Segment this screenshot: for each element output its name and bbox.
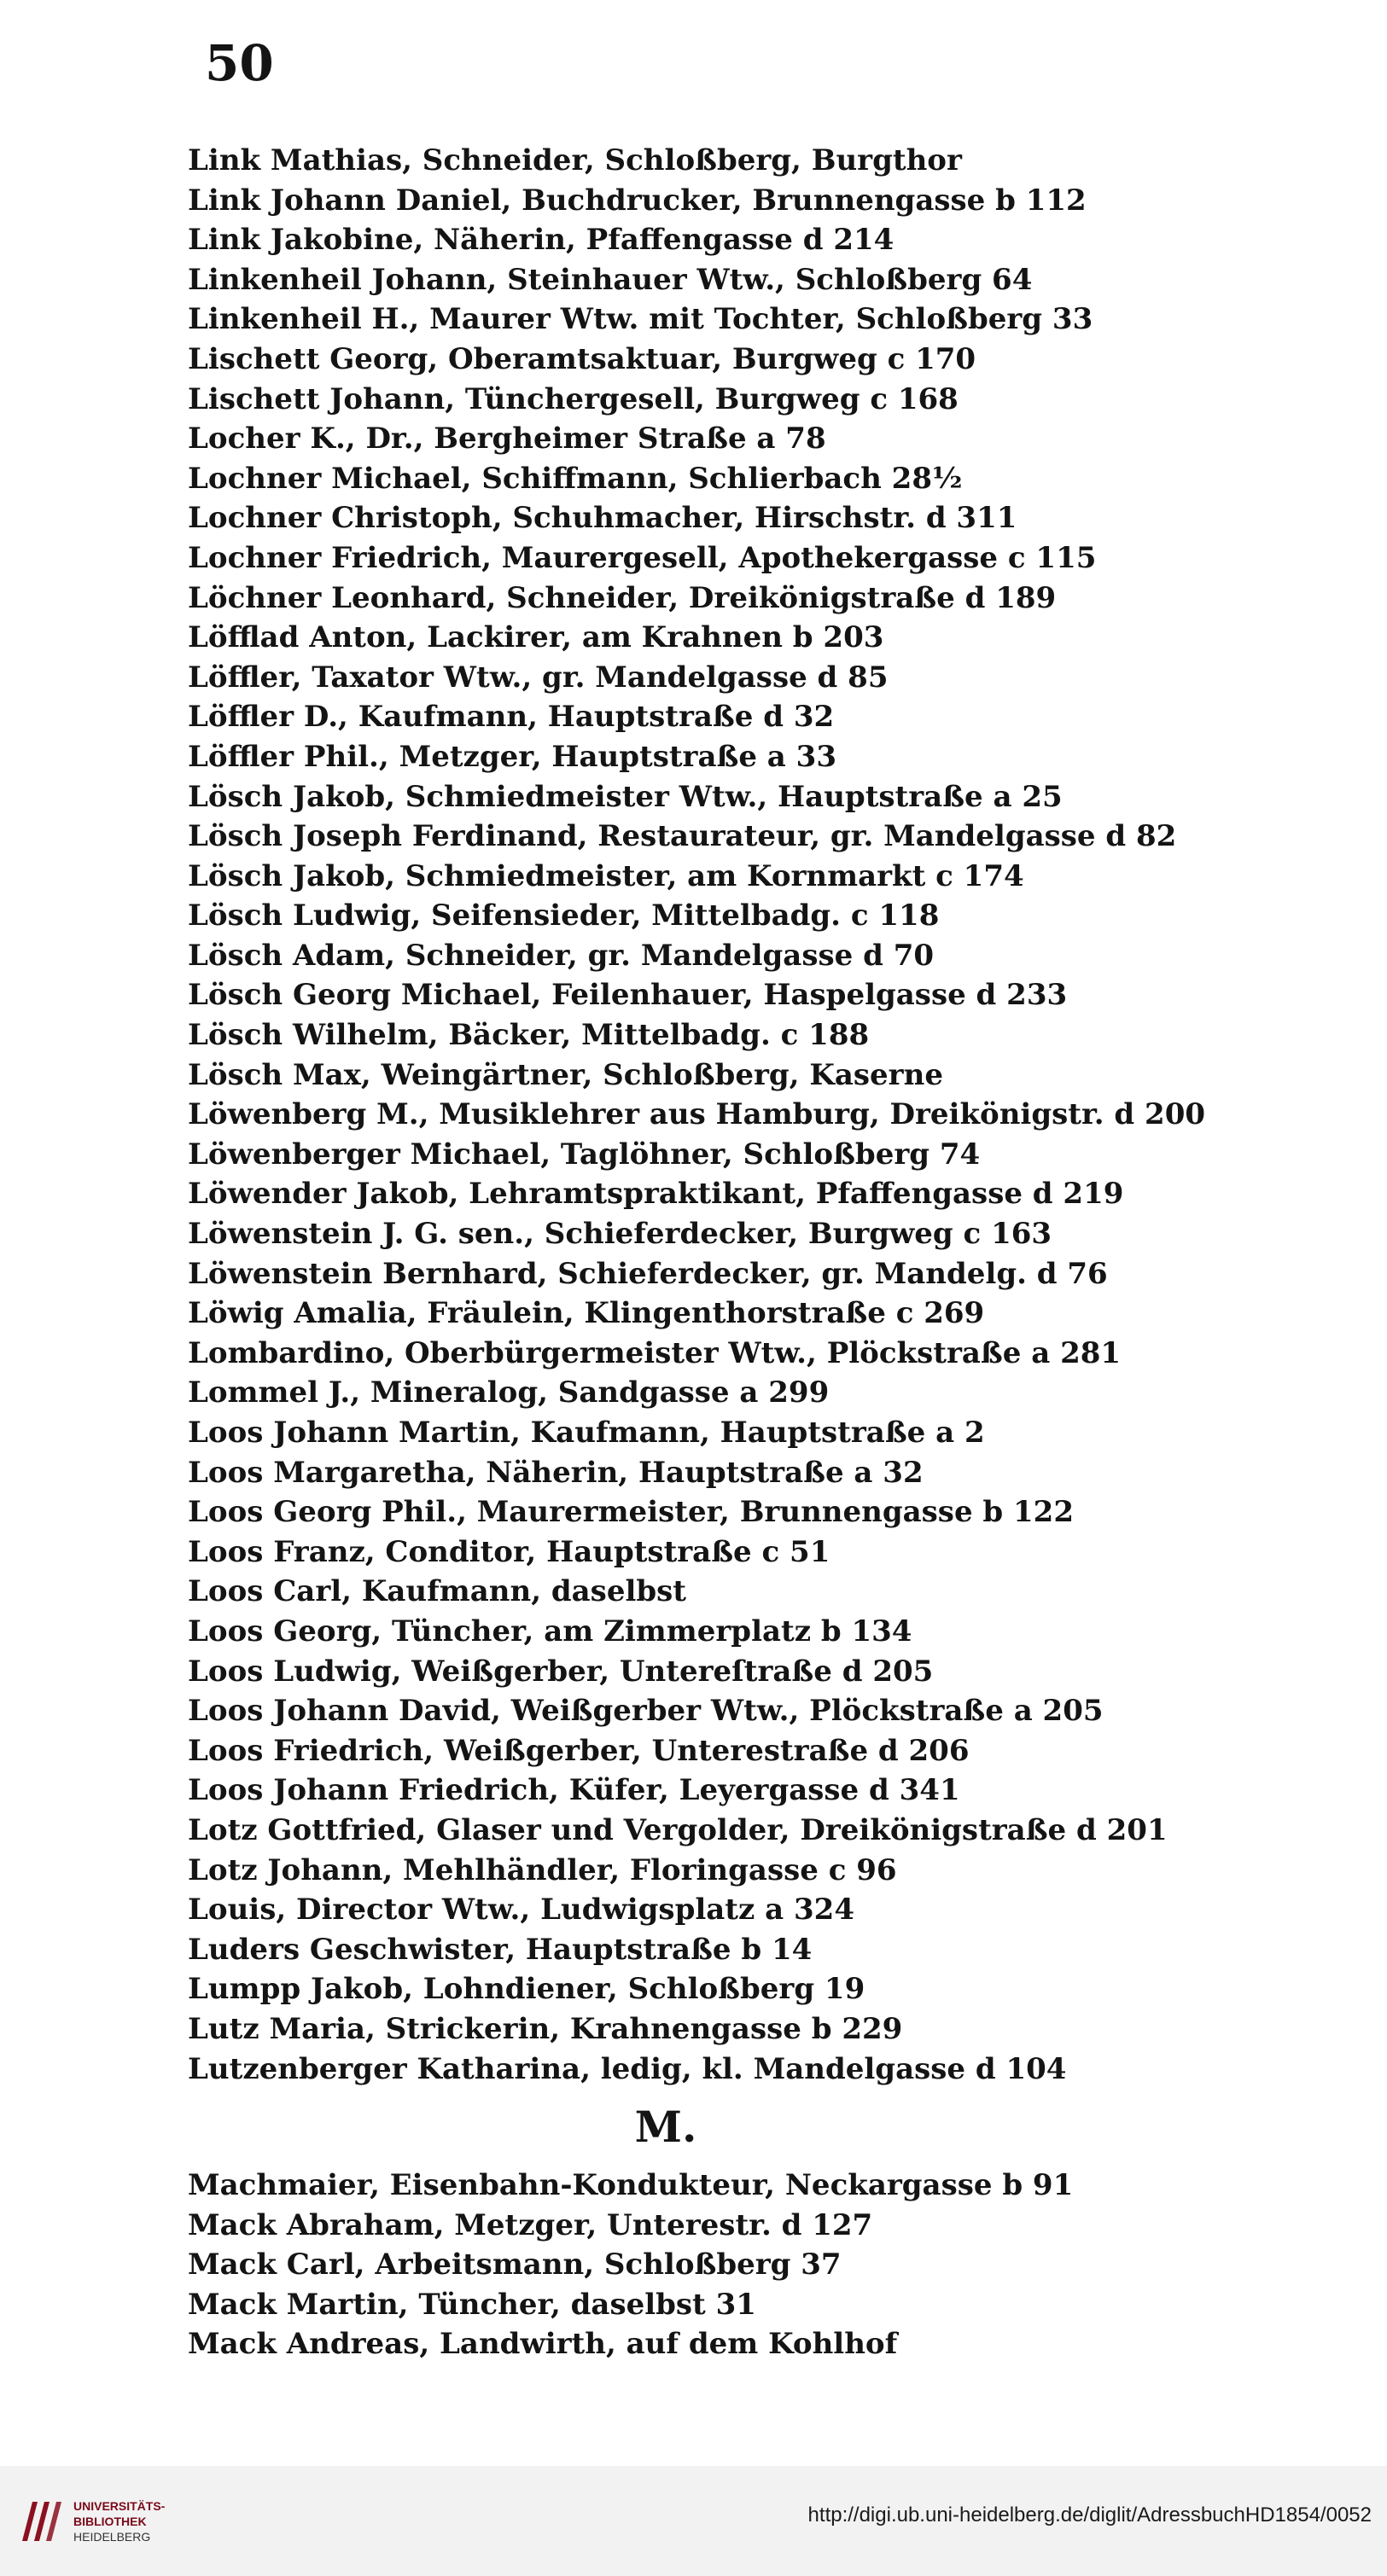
list-item: Link Johann Daniel, Buchdrucker, Brunnengasse b 112 xyxy=(188,183,1087,218)
list-item: Lommel J., Mineralog, Sandgasse a 299 xyxy=(188,1375,830,1410)
list-item: Löffler Phil., Metzger, Hauptstraße a 33 xyxy=(188,739,836,774)
list-item: Lösch Georg Michael, Feilenhauer, Haspelgasse d 233 xyxy=(188,978,1068,1013)
list-item: Louis, Director Wtw., Ludwigsplatz a 324 xyxy=(188,1893,854,1928)
list-item: Löwig Amalia, Fräulein, Klingenthorstraße c 269 xyxy=(188,1296,985,1331)
list-item: Link Jakobine, Näherin, Pfaffengasse d 214 xyxy=(188,223,895,258)
list-item: Lochner Christoph, Schuhmacher, Hirschstr. d 311 xyxy=(188,501,1017,536)
list-item: Lischett Johann, Tünchergesell, Burgweg c 168 xyxy=(188,381,959,416)
source-url[interactable]: http://digi.ub.uni-heidelberg.de/diglit/AdressbuchHD1854/0052 xyxy=(807,2503,1372,2527)
logo-line: BIBLIOTHEK xyxy=(73,2515,147,2528)
list-item: Loos Georg Phil., Maurermeister, Brunnengasse b 122 xyxy=(188,1495,1074,1530)
list-item: Locher K., Dr., Bergheimer Straße a 78 xyxy=(188,422,826,456)
list-item: Loos Ludwig, Weißgerber, Untereſtraße d 205 xyxy=(188,1654,934,1689)
list-item: Löchner Leonhard, Schneider, Dreikönigstraße d 189 xyxy=(188,580,1057,615)
section-heading: M. xyxy=(634,2102,697,2153)
footer-bar xyxy=(0,2466,1387,2576)
list-item: Lischett Georg, Oberamtsaktuar, Burgweg c 170 xyxy=(188,341,976,376)
library-logo[interactable] xyxy=(15,2492,271,2551)
logo-line: UNIVERSITÄTS- xyxy=(73,2499,166,2513)
list-item: Lösch Max, Weingärtner, Schloßberg, Kaserne xyxy=(188,1057,943,1092)
list-item: Lutz Maria, Strickerin, Krahnengasse b 229 xyxy=(188,2011,903,2046)
list-item: Lösch Ludwig, Seifensieder, Mittelbadg. c 118 xyxy=(188,898,940,933)
list-item: Loos Franz, Conditor, Hauptstraße c 51 xyxy=(188,1534,830,1569)
list-item: Loos Johann Martin, Kaufmann, Hauptstraße a 2 xyxy=(188,1416,985,1450)
list-item: Lochner Michael, Schiffmann, Schlierbach 28½ xyxy=(188,461,963,496)
logo-line: HEIDELBERG xyxy=(73,2530,151,2544)
list-item: Lösch Wilhelm, Bäcker, Mittelbadg. c 188 xyxy=(188,1018,870,1053)
list-item: Lombardino, Oberbürgermeister Wtw., Plöckstraße a 281 xyxy=(188,1335,1122,1370)
list-item: Mack Carl, Arbeitsmann, Schloßberg 37 xyxy=(188,2247,842,2282)
list-item: Lösch Jakob, Schmiedmeister Wtw., Hauptstraße a 25 xyxy=(188,779,1063,814)
list-item: Loos Georg, Tüncher, am Zimmerplatz b 134 xyxy=(188,1614,912,1649)
list-item: Lösch Joseph Ferdinand, Restaurateur, gr. Mandelgasse d 82 xyxy=(188,819,1177,854)
list-item: Luders Geschwister, Hauptstraße b 14 xyxy=(188,1932,813,1967)
list-item: Löwenberg M., Musiklehrer aus Hamburg, Dreikönigstr. d 200 xyxy=(188,1097,1206,1132)
list-item: Lösch Jakob, Schmiedmeister, am Kornmarkt c 174 xyxy=(188,858,1024,893)
list-item: Mack Martin, Tüncher, daselbst 31 xyxy=(188,2287,756,2322)
list-item: Mack Andreas, Landwirth, auf dem Kohlhof xyxy=(188,2327,898,2362)
list-item: Lotz Johann, Mehlhändler, Floringasse c 96 xyxy=(188,1852,897,1887)
list-item: Lochner Friedrich, Maurergesell, Apothekergasse c 115 xyxy=(188,540,1097,575)
page-number: 50 xyxy=(205,34,274,92)
list-item: Linkenheil Johann, Steinhauer Wtw., Schloßberg 64 xyxy=(188,262,1033,297)
list-item: Lumpp Jakob, Lohndiener, Schloßberg 19 xyxy=(188,1972,865,2007)
list-item: Löwender Jakob, Lehramtspraktikant, Pfaffengasse d 219 xyxy=(188,1177,1124,1212)
list-item: Machmaier, Eisenbahn-Kondukteur, Neckargasse b 91 xyxy=(188,2168,1074,2203)
logo-text xyxy=(73,2498,165,2544)
list-item: Löfflad Anton, Lackirer, am Krahnen b 203 xyxy=(188,620,884,655)
list-item: Lotz Gottfried, Glaser und Vergolder, Dreikönigstraße d 201 xyxy=(188,1812,1168,1847)
list-item: Löwenstein Bernhard, Schieferdecker, gr. Mandelg. d 76 xyxy=(188,1256,1108,1291)
list-item: Löwenberger Michael, Taglöhner, Schloßberg 74 xyxy=(188,1137,981,1172)
university-library-logo-icon xyxy=(15,2495,63,2548)
list-item: Loos Carl, Kaufmann, daselbst xyxy=(188,1574,686,1609)
list-item: Loos Johann Friedrich, Küfer, Leyergasse d 341 xyxy=(188,1773,960,1808)
list-item: Mack Abraham, Metzger, Unterestr. d 127 xyxy=(188,2207,873,2242)
list-item: Loos Johann David, Weißgerber Wtw., Plöckstraße a 205 xyxy=(188,1694,1104,1729)
list-item: Löffler D., Kaufmann, Hauptstraße d 32 xyxy=(188,700,835,735)
list-item: Löwenstein J. G. sen., Schieferdecker, Burgweg c 163 xyxy=(188,1217,1052,1252)
directory-entries xyxy=(188,141,1332,2364)
list-item: Link Mathias, Schneider, Schloßberg, Burgthor xyxy=(188,143,962,177)
list-item: Loos Margaretha, Näherin, Hauptstraße a 32 xyxy=(188,1455,924,1490)
list-item: Löffler, Taxator Wtw., gr. Mandelgasse d 85 xyxy=(188,660,889,695)
list-item: Loos Friedrich, Weißgerber, Unterestraße d 206 xyxy=(188,1733,970,1768)
list-item: Lösch Adam, Schneider, gr. Mandelgasse d 70 xyxy=(188,938,935,973)
list-item: Linkenheil H., Maurer Wtw. mit Tochter, Schloßberg 33 xyxy=(188,302,1093,337)
list-item: Lutzenberger Katharina, ledig, kl. Mandelgasse d 104 xyxy=(188,2051,1067,2086)
